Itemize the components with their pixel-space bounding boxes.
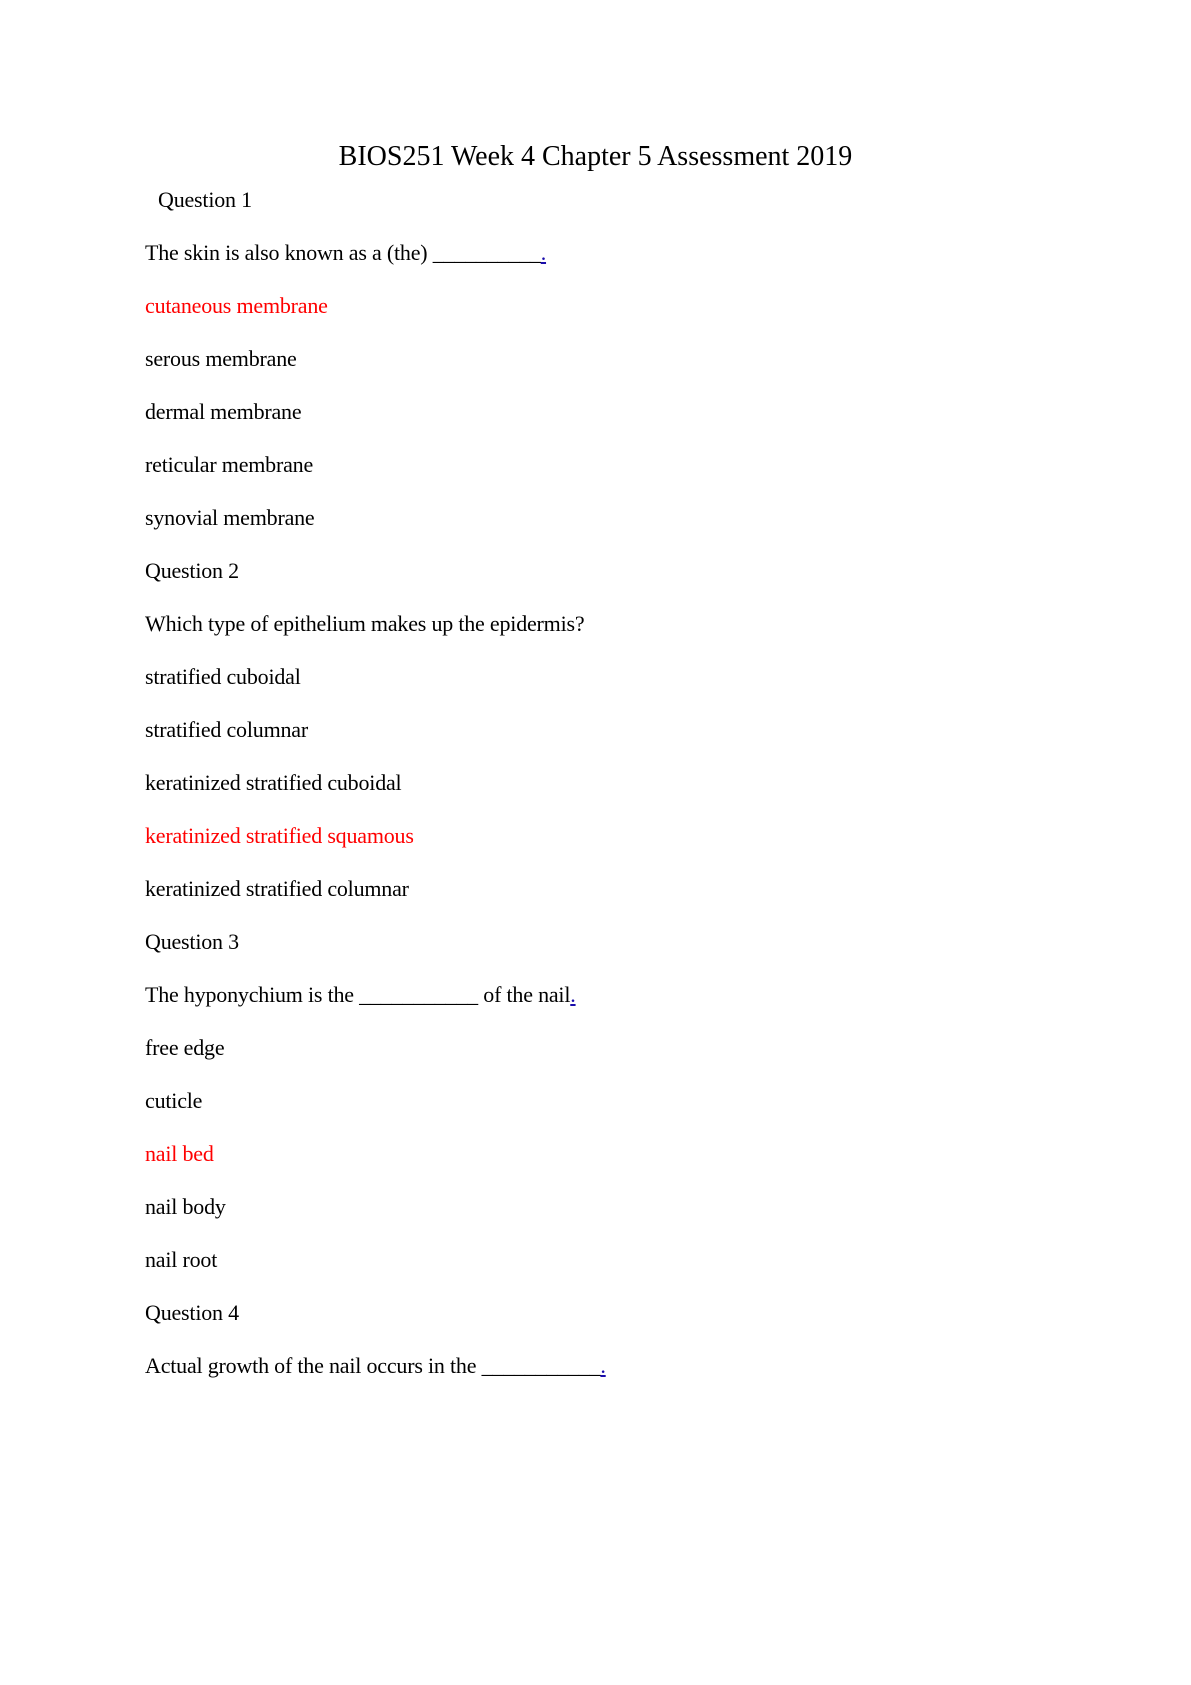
question-1-option: reticular membrane <box>145 452 314 477</box>
question-2-option: stratified cuboidal <box>145 664 301 689</box>
question-4-blank <box>482 1353 606 1378</box>
question-2-prompt: Which type of epithelium makes up the epidermis? <box>145 611 585 636</box>
question-1-option: synovial membrane <box>145 505 315 530</box>
question-2-option: keratinized stratified columnar <box>145 876 409 901</box>
question-3-option: free edge <box>145 1035 225 1060</box>
question-4-prompt-link[interactable]: . <box>600 1353 606 1378</box>
document-title: BIOS251 Week 4 Chapter 5 Assessment 2019 <box>338 141 853 172</box>
question-3-option: nail body <box>145 1194 226 1219</box>
question-2-heading: Question 2 <box>145 558 239 583</box>
question-3-prompt-text: The hyponychium is the <box>145 982 360 1007</box>
question-1-blank-line: __________ <box>432 240 541 265</box>
question-3-option: cuticle <box>145 1088 203 1113</box>
question-1-heading: Question 1 <box>158 187 252 212</box>
question-1-option: dermal membrane <box>145 399 302 424</box>
question-2-option-correct: keratinized stratified squamous <box>145 823 414 848</box>
question-1-prompt-text: The skin is also known as a (the) <box>145 240 433 265</box>
question-3-option: nail root <box>145 1247 218 1272</box>
question-3-prompt <box>145 981 576 1009</box>
question-4-prompt-text: Actual growth of the nail occurs in the <box>145 1353 482 1378</box>
question-3-option-correct: nail bed <box>145 1141 214 1166</box>
question-4-prompt <box>145 1352 606 1380</box>
question-2-option: stratified columnar <box>145 717 308 742</box>
question-1-option-correct: cutaneous membrane <box>145 293 328 318</box>
question-3-blank-line: ___________ <box>359 982 478 1007</box>
question-2-option: keratinized stratified cuboidal <box>145 770 402 795</box>
question-4-blank-line: ___________ <box>481 1353 601 1378</box>
question-3-prompt-middle: of the nail <box>477 982 571 1007</box>
question-1-prompt-link[interactable]: . <box>540 240 547 265</box>
question-4-heading: Question 4 <box>145 1300 239 1325</box>
question-3-prompt-link[interactable]: . <box>570 982 576 1007</box>
question-3-heading: Question 3 <box>145 929 239 954</box>
question-1-option: serous membrane <box>145 346 297 371</box>
question-1-prompt <box>145 239 546 267</box>
question-1-blank <box>433 240 546 265</box>
